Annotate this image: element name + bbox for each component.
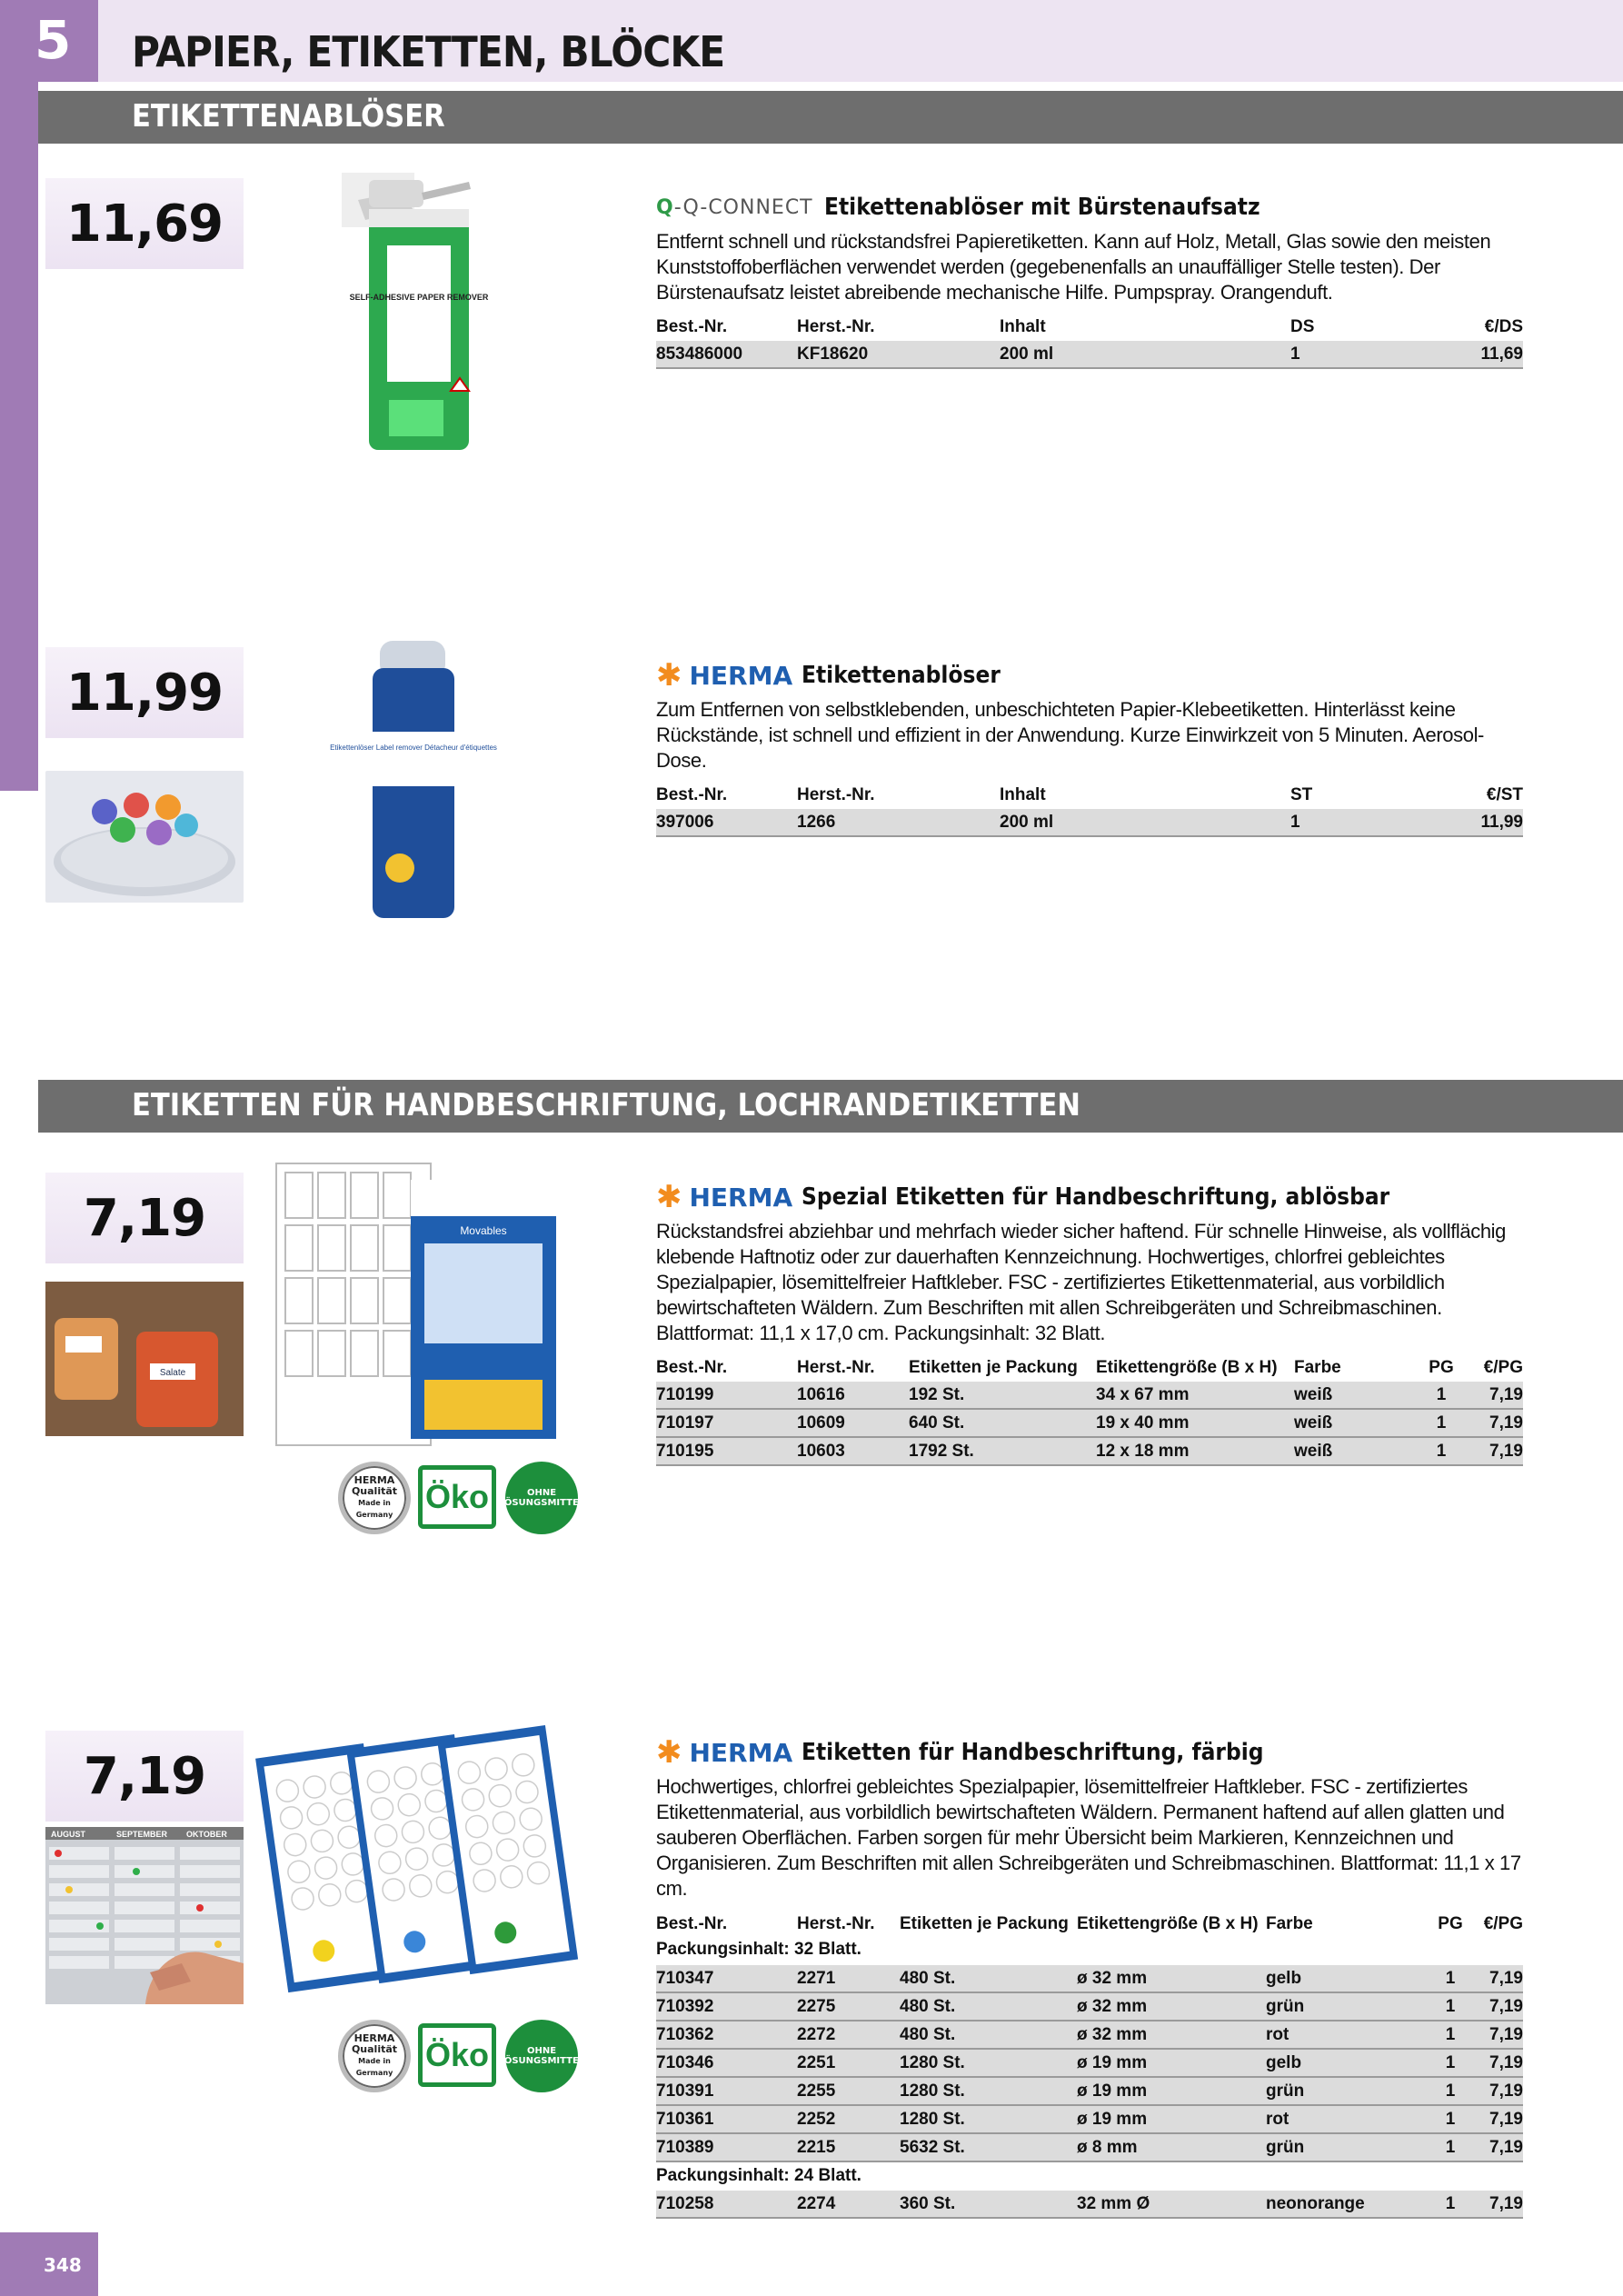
table-group-label: Packungsinhalt: 32 Blatt. xyxy=(656,1936,1523,1964)
table-row: 710392 2275 480 St. ø 32 mm grün 1 7,19 xyxy=(656,1992,1523,2021)
product-spec-table: Best.-Nr. Herst.-Nr. Etiketten je Packung Etikettengröße (B x H) Farbe PG €/PG 710199 10616 192 St. 34 x 67 mm weiß 1 7,19 710197 10609 640 St. 19 x 40 mm weiß 1 7,19 710195 10603 1792 St. 12 x 18 mm weiß 1 7,19 xyxy=(656,1353,1523,1466)
product-description: Rückstandsfrei abziehbar und mehrfach wieder sicher haftend. Für schnelle Hinweise, als vollflächig klebende Haftnotiz oder zur dauerhaften Kennzeichnung. Hochwertiges, chlorfrei gebleichtes Spezialpapier, lösemittelfreier Haftkleber. FSC - zertifiziertes Etikettenmaterial, aus vorbildlich bewirtschafteten Wäldern. Zum Beschriften mit allen Schreibgeräten und Schreibmaschinen. Blattformat: 11,1 x 17,0 cm. Packungsinhalt: 32 Blatt. xyxy=(656,1220,1506,1344)
table-row: 710195 10603 1792 St. 12 x 18 mm weiß 1 7,19 xyxy=(656,1437,1523,1465)
brand-logo-herma: ✱ HERMA xyxy=(656,657,793,694)
table-row: 710199 10616 192 St. 34 x 67 mm weiß 1 7,19 xyxy=(656,1381,1523,1409)
table-row: 710347 2271 480 St. ø 32 mm gelb 1 7,19 xyxy=(656,1964,1523,1992)
chapter-side-bar xyxy=(0,0,38,791)
table-row: 710391 2255 1280 St. ø 19 mm grün 1 7,19 xyxy=(656,2077,1523,2105)
product-image-glasses xyxy=(45,1282,244,1436)
page-title: PAPIER, ETIKETTEN, BLÖCKE xyxy=(132,27,725,76)
product-spec-table: Best.-Nr. Herst.-Nr. Inhalt DS €/DS 853486000 KF18620 200 ml 1 11,69 xyxy=(656,313,1523,369)
calendar-month-label: SEPTEMBER xyxy=(116,1830,168,1839)
product-herma-etikettenabloeser xyxy=(656,657,1523,837)
page-number: 348 xyxy=(0,2232,98,2296)
price-tag: 7,19 xyxy=(45,1731,244,1822)
product-image-label-sheet xyxy=(274,1162,561,1448)
herma-star-icon: ✱ xyxy=(656,1179,682,1215)
section-heading-handbeschriftung: ETIKETTEN FÜR HANDBESCHRIFTUNG, LOCHRANDETIKETTEN xyxy=(38,1080,1623,1133)
price-tag: 11,69 xyxy=(45,178,244,269)
table-group-label: Packungsinhalt: 24 Blatt. xyxy=(656,2161,1523,2190)
table-row: 710258 2274 360 St. 32 mm Ø neonorange 1 7,19 xyxy=(656,2190,1523,2218)
product-description: Entfernt schnell und rückstandsfrei Papieretiketten. Kann auf Holz, Metall, Glas sowie den meisten Kunststoffoberflächen verwendet werden (gegebenenfalls an unauffälliger Stelle testen). Der Bürstenaufsatz leistet abreibende mechanische Hilfe. Pumpspray. Orangenduft. xyxy=(656,230,1491,304)
jar-label-text: Salate xyxy=(159,1368,186,1378)
product-herma-etiketten-faerbig xyxy=(656,1734,1523,2219)
product-description: Hochwertiges, chlorfrei gebleichtes Spezialpapier, lösemittelfreier Haftkleber. FSC - zertifiziertes Etikettenmaterial, aus vorbildlich bewirtschafteten Wäldern. Permanent haftend auf allen glatten und sauberen Oberflächen. Farben sorgen für mehr Übersicht beim Markieren, Kennzeichnen und Organisieren. Zum Beschriften mit allen Schreibgeräten und Schreibmaschinen. Blattformat: 11,1 x 17 cm. xyxy=(656,1775,1521,1900)
solvent-free-badge-icon: OHNE LÖSUNGSMITTEL xyxy=(505,2020,578,2092)
section-heading-etikettenabloeser: ETIKETTENABLÖSER xyxy=(38,91,1623,144)
pack-label-text: Movables xyxy=(460,1224,507,1237)
table-row: 710361 2252 1280 St. ø 19 mm rot 1 7,19 xyxy=(656,2105,1523,2133)
solvent-free-badge-icon: OHNE LÖSUNGSMITTEL xyxy=(505,1462,578,1534)
brand-logo-herma: ✱ HERMA xyxy=(656,1179,793,1215)
table-row: 853486000 KF18620 200 ml 1 11,69 xyxy=(656,340,1523,368)
product-spec-table: Best.-Nr. Herst.-Nr. Etiketten je Packung Etikettengröße (B x H) Farbe PG €/PG Packungsinhalt: 32 Blatt. 710347 2271 480 St. ø 32 mm gelb 1 7,19 710392 2275 480 St. ø 32 mm grün 1 7,19 710362 2272 480 St. ø 32 mm rot 1 7,19 710346 2251 1280 St. ø 19 mm gelb 1 7,19 710391 2255 1280 St. ø 19 mm grün 1 7,19 710361 2252 1280 St. ø 19 mm rot 1 7,19 710389 2215 5632 St. ø 8 mm grün 1 7,19 Packungsinhalt: 24 Blatt. 710258 2274 360 St. 32 mm Ø neonorange 1 7,19 xyxy=(656,1909,1523,2219)
product-image-calendar-board xyxy=(45,1827,244,2004)
calendar-month-label: OKTOBER xyxy=(186,1830,227,1839)
herma-star-icon: ✱ xyxy=(656,657,682,694)
can-label-text: Etikettenlöser Label remover Détacheur d'étiquettes xyxy=(330,744,497,752)
product-title: Etikettenablöser xyxy=(802,662,1001,689)
product-title: Etikettenablöser mit Bürstenaufsatz xyxy=(823,194,1260,221)
product-image-jars xyxy=(45,771,244,903)
calendar-month-label: AUGUST xyxy=(51,1830,85,1839)
table-row: 710389 2215 5632 St. ø 8 mm grün 1 7,19 xyxy=(656,2133,1523,2161)
product-description: Zum Entfernen von selbstklebenden, unbeschichteten Papier-Klebeetiketten. Hinterlässt keine Rückstände, ist schnell und effizient in der Anwendung. Kurze Einwirkzeit von 5 Minuten. Aerosol-Dose. xyxy=(656,698,1484,772)
product-q-connect-etikettenabloeser xyxy=(656,189,1523,369)
product-title: Spezial Etiketten für Handbeschriftung, ablösbar xyxy=(802,1183,1390,1211)
table-row: 397006 1266 200 ml 1 11,99 xyxy=(656,808,1523,836)
table-row: 710197 10609 640 St. 19 x 40 mm weiß 1 7,19 xyxy=(656,1409,1523,1437)
brand-logo-herma: ✱ HERMA xyxy=(656,1734,793,1771)
brand-logo-q-connect: Q-Q-CONNECT xyxy=(656,195,813,219)
product-image-round-labels xyxy=(264,1722,577,2004)
price-tag: 7,19 xyxy=(45,1173,244,1263)
price-tag: 11,99 xyxy=(45,647,244,738)
herma-quality-badge-icon: HERMA Qualität Made in Germany xyxy=(338,2020,411,2092)
product-image-herma-spray xyxy=(330,641,497,918)
herma-star-icon: ✱ xyxy=(656,1734,682,1771)
herma-quality-badge-icon: HERMA Qualität Made in Germany xyxy=(338,1462,411,1534)
can-label-text: SELF-ADHESIVE PAPER REMOVER xyxy=(349,293,489,302)
oeko-badge-icon: Öko xyxy=(418,2023,496,2087)
oeko-badge-icon: Öko xyxy=(418,1465,496,1529)
table-row: 710362 2272 480 St. ø 32 mm rot 1 7,19 xyxy=(656,2021,1523,2049)
table-row: 710346 2251 1280 St. ø 19 mm gelb 1 7,19 xyxy=(656,2049,1523,2077)
product-image-spray-can xyxy=(333,173,500,454)
chapter-number: 5 xyxy=(0,0,98,82)
product-title: Etiketten für Handbeschriftung, färbig xyxy=(802,1739,1264,1766)
product-herma-spezial-etiketten xyxy=(656,1179,1523,1466)
product-spec-table: Best.-Nr. Herst.-Nr. Inhalt ST €/ST 397006 1266 200 ml 1 11,99 xyxy=(656,781,1523,837)
